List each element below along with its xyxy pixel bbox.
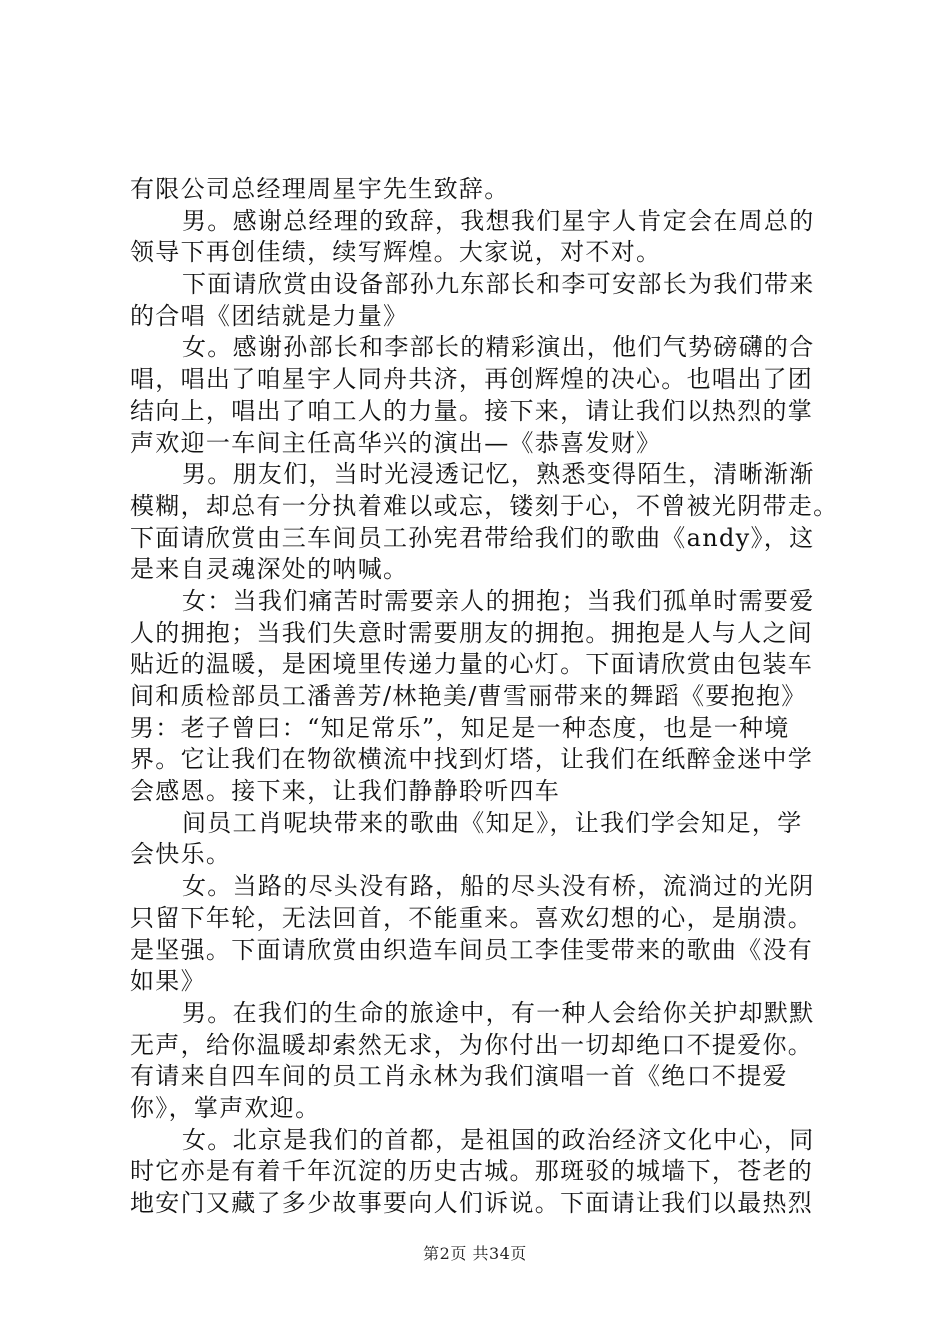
text-line: 有请来自四车间的员工肖永林为我们演唱一首《绝口不提爱 bbox=[130, 1062, 788, 1091]
text-line: 下面请欣赏由三车间员工孙宪君带给我们的歌曲《andy》，这 bbox=[130, 523, 815, 552]
text-line: 会快乐。 bbox=[130, 840, 232, 869]
text-line: 是来自灵魂深处的呐喊。 bbox=[130, 555, 409, 584]
text-line: 男。感谢总经理的致辞，我想我们星宇人肯定会在周总的 bbox=[182, 206, 815, 235]
text-line: 女。北京是我们的首都，是祖国的政治经济文化中心，同 bbox=[182, 1125, 815, 1154]
text-line: 女。当路的尽头没有路，船的尽头没有桥，流淌过的光阴 bbox=[182, 872, 815, 901]
text-line: 女：当我们痛苦时需要亲人的拥抱；当我们孤单时需要爱 bbox=[182, 586, 815, 615]
text-line: 是坚强。下面请欣赏由织造车间员工李佳雯带来的歌曲《没有 bbox=[130, 935, 814, 964]
text-line: 下面请欣赏由设备部孙九东部长和李可安部长为我们带来 bbox=[182, 270, 815, 299]
text-line: 你》，掌声欢迎。 bbox=[130, 1093, 321, 1122]
text-line: 男。朋友们，当时光浸透记忆，熟悉变得陌生，清晰渐渐 bbox=[182, 460, 815, 489]
text-line: 间员工肖呢块带来的歌曲《知足》，让我们学会知足，学 bbox=[182, 808, 803, 837]
text-line: 只留下年轮，无法回首，不能重来。喜欢幻想的心，是崩溃。 bbox=[130, 903, 814, 932]
text-line: 人的拥抱；当我们失意时需要朋友的拥抱。拥抱是人与人之间 bbox=[130, 618, 814, 647]
text-line: 无声，给你温暖却索然无求，为你付出一切却绝口不提爱你。 bbox=[130, 1030, 814, 1059]
text-line: 地安门又藏了多少故事要向人们诉说。下面请让我们以最热烈 bbox=[130, 1189, 814, 1217]
text-line: 时它亦是有着千年沉淀的历史古城。那斑驳的城墙下，苍老的 bbox=[130, 1157, 814, 1186]
text-line: 声欢迎一车间主任高华兴的演出—《恭喜发财》 bbox=[130, 428, 662, 457]
body-text bbox=[130, 174, 839, 1220]
text-line: 的合唱《团结就是力量》 bbox=[130, 301, 409, 330]
text-line: 有限公司总经理周星宇先生致辞。 bbox=[130, 175, 510, 203]
text-line: 领导下再创佳绩，续写辉煌。大家说，对不对。 bbox=[130, 238, 662, 267]
text-line: 如果》 bbox=[130, 967, 206, 996]
text-line: 模糊，却总有一分执着难以或忘，镂刻于心，不曾被光阴带走。 bbox=[130, 491, 839, 520]
text-line: 界。它让我们在物欲横流中找到灯塔，让我们在纸醉金迷中学 bbox=[130, 745, 814, 774]
text-line: 间和质检部员工潘善芳/林艳美/曹雪丽带来的舞蹈《要抱抱》 bbox=[130, 682, 807, 710]
text-line: 贴近的温暖，是困境里传递力量的心灯。下面请欣赏由包装车 bbox=[130, 650, 814, 679]
text-line: 唱，唱出了咱星宇人同舟共济，再创辉煌的决心。也唱出了团 bbox=[130, 365, 814, 394]
text-line: 女。感谢孙部长和李部长的精彩演出，他们气势磅礴的合 bbox=[182, 333, 815, 362]
text-line: 男。在我们的生命的旅途中，有一种人会给你关护却默默 bbox=[182, 998, 815, 1027]
text-line: 结向上，唱出了咱工人的力量。接下来，请让我们以热烈的掌 bbox=[130, 396, 814, 425]
text-line: 会感恩。接下来，让我们静静聆听四车 bbox=[130, 777, 561, 806]
page-footer: 第2页 共34页 bbox=[423, 1244, 527, 1263]
text-line: 男：老子曾曰：“知足常乐”，知足是一种态度，也是一种境 bbox=[130, 713, 790, 742]
